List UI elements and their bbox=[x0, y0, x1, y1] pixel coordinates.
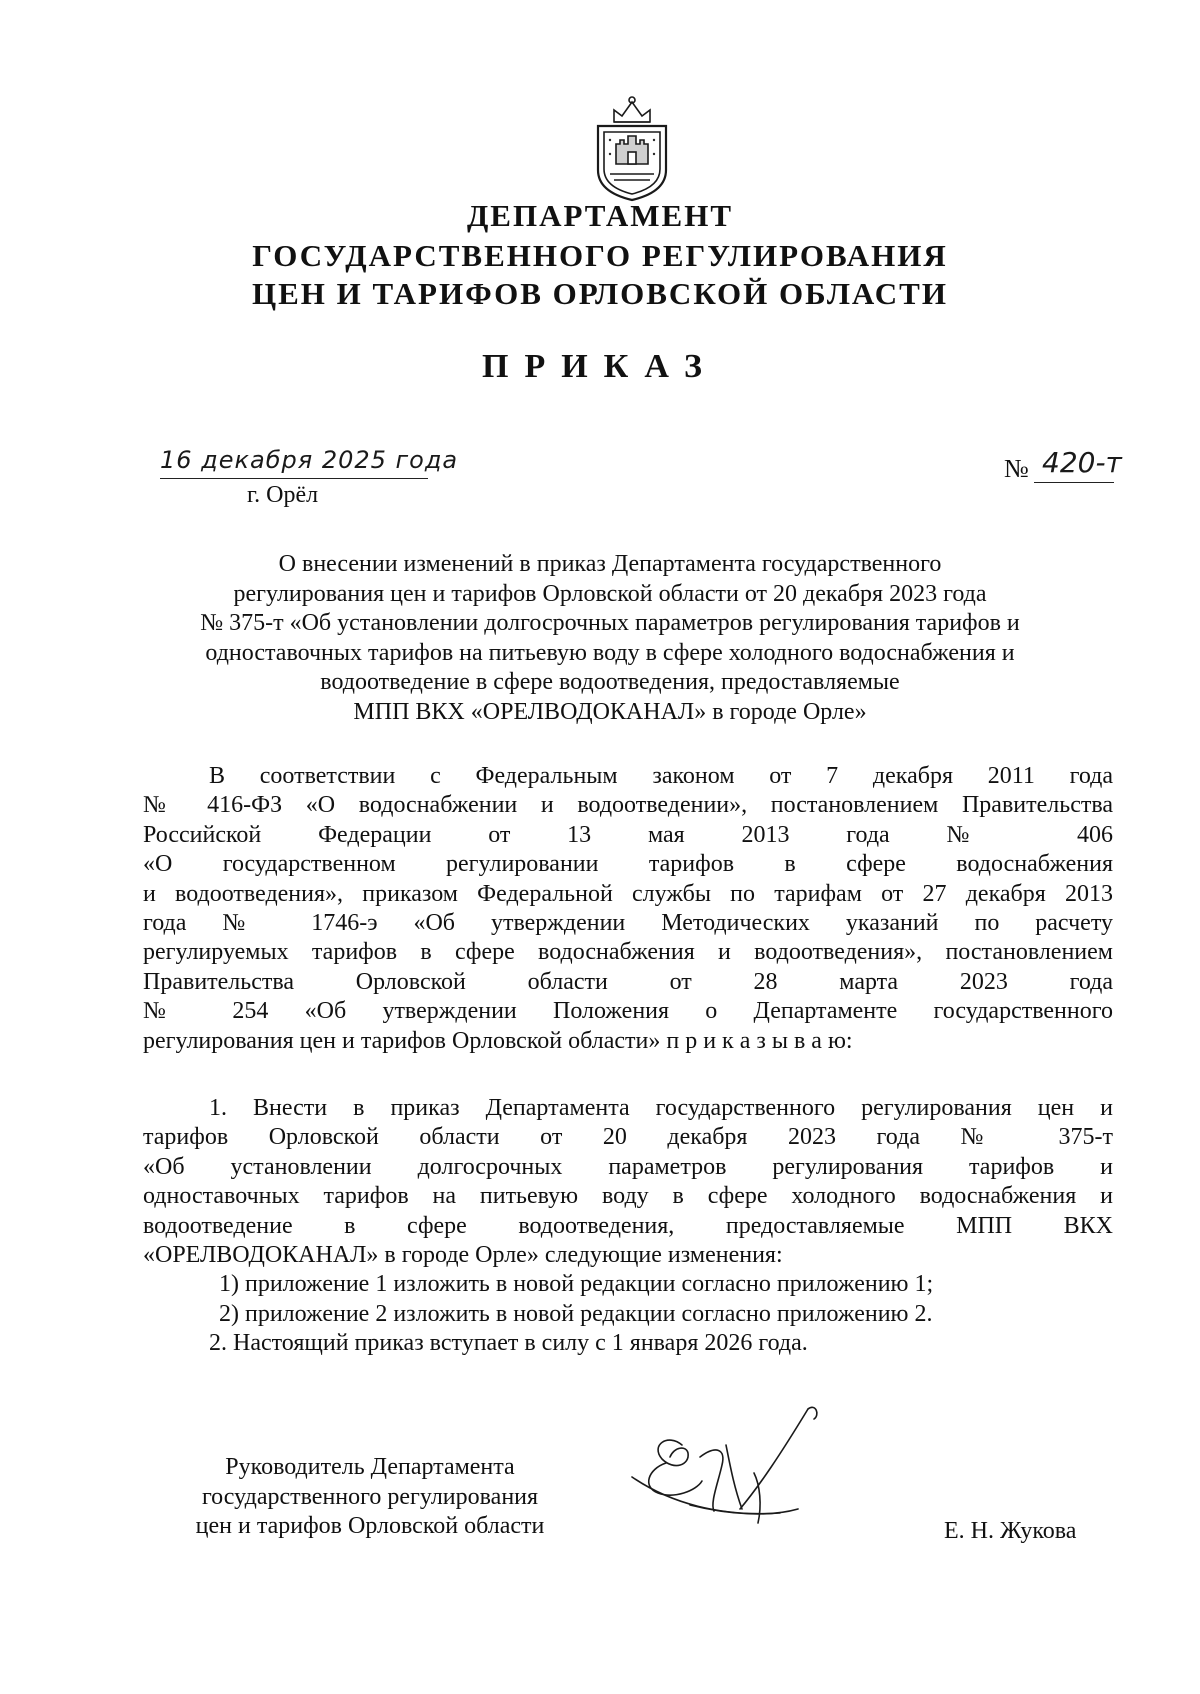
item1-line: «Об установлении долгосрочных параметров регулирования тарифов и bbox=[143, 1153, 1113, 1180]
preamble-line: и водоотведения», приказом Федеральной службы по тарифам от 27 декабря 2013 bbox=[143, 880, 1113, 907]
position-line: государственного регулирования bbox=[201, 1483, 539, 1510]
position-line: Руководитель Департамента bbox=[225, 1454, 515, 1480]
number-underline bbox=[1034, 482, 1114, 483]
item1-line: тарифов Орловской области от 20 декабря 2023 года № 375-т bbox=[143, 1124, 1113, 1151]
preamble-line: Российской Федерации от 13 мая 2013 года № 406 bbox=[143, 821, 1113, 848]
subject-line: МПП ВКХ «ОРЕЛВОДОКАНАЛ» в городе Орле» bbox=[353, 698, 867, 725]
department-title-line-3: ЦЕН И ТАРИФОВ ОРЛОВСКОЙ ОБЛАСТИ bbox=[252, 276, 948, 311]
subject-line: одноставочных тарифов на питьевую воду в сфере холодного водоснабжения и bbox=[205, 639, 1015, 666]
city-label: г. Орёл bbox=[247, 482, 319, 508]
handwritten-order-number: 420-т bbox=[1042, 446, 1122, 479]
handwritten-date: 16 декабря 2025 года bbox=[160, 446, 459, 474]
preamble-paragraph bbox=[143, 762, 1113, 1056]
department-title-line-2: ГОСУДАРСТВЕННОГО РЕГУЛИРОВАНИЯ bbox=[252, 238, 948, 273]
item1-line: водоотведение в сфере водоотведения, предоставляемые МПП ВКХ bbox=[143, 1212, 1113, 1239]
order-items bbox=[143, 1094, 1113, 1359]
preamble-line: № 416-ФЗ «О водоснабжении и водоотведении», постановлением Правительства bbox=[143, 792, 1113, 819]
coat-of-arms-icon bbox=[584, 92, 680, 204]
preamble-line: Правительства Орловской области от 28 марта 2023 года bbox=[143, 968, 1113, 995]
handwritten-signature-icon bbox=[630, 1405, 850, 1555]
preamble-line: № 254 «Об утверждении Положения о Департаменте государственного bbox=[143, 998, 1113, 1025]
date-underline bbox=[160, 478, 428, 479]
item2-line: 2. Настоящий приказ вступает в силу с 1 января 2026 года. bbox=[209, 1330, 808, 1357]
subject-line: О внесении изменений в приказ Департамента государственного bbox=[278, 551, 942, 577]
preamble-line: регулирования цен и тарифов Орловской области» п р и к а з ы в а ю: bbox=[143, 1027, 853, 1054]
signer-name: Е. Н. Жукова bbox=[944, 1518, 1077, 1544]
subject-line: водоотведение в сфере водоотведения, предоставляемые bbox=[320, 669, 900, 696]
position-line: цен и тарифов Орловской области bbox=[195, 1513, 545, 1539]
subitem: 1) приложение 1 изложить в новой редакции согласно приложению 1; bbox=[219, 1271, 934, 1298]
item1-line: одноставочных тарифов на питьевую воду в сфере холодного водоснабжения и bbox=[143, 1183, 1113, 1210]
item1-line: 1. Внести в приказ Департамента государственного регулирования цен и bbox=[209, 1095, 1113, 1121]
order-subject bbox=[150, 550, 1070, 728]
signatory-position bbox=[150, 1453, 590, 1542]
preamble-line: регулируемых тарифов в сфере водоснабжения и водоотведения», постановлением bbox=[143, 939, 1113, 966]
department-title-line-1: ДЕПАРТАМЕНТ bbox=[466, 198, 734, 233]
subject-line: № 375-т «Об установлении долгосрочных параметров регулирования тарифов и bbox=[200, 610, 1020, 637]
preamble-line: года № 1746-э «Об утверждении Методических указаний по расчету bbox=[143, 910, 1113, 937]
subitem: 2) приложение 2 изложить в новой редакции согласно приложению 2. bbox=[219, 1300, 933, 1327]
document-type-title: ПРИКАЗ bbox=[482, 348, 718, 385]
preamble-line: «О государственном регулировании тарифов в сфере водоснабжения bbox=[143, 851, 1113, 878]
number-sign: № bbox=[1004, 454, 1029, 483]
subject-line: регулирования цен и тарифов Орловской области от 20 декабря 2023 года bbox=[233, 580, 987, 607]
preamble-line: В соответствии с Федеральным законом от 7 декабря 2011 года bbox=[209, 763, 1113, 789]
item1-line: «ОРЕЛВОДОКАНАЛ» в городе Орле» следующие изменения: bbox=[143, 1242, 783, 1269]
